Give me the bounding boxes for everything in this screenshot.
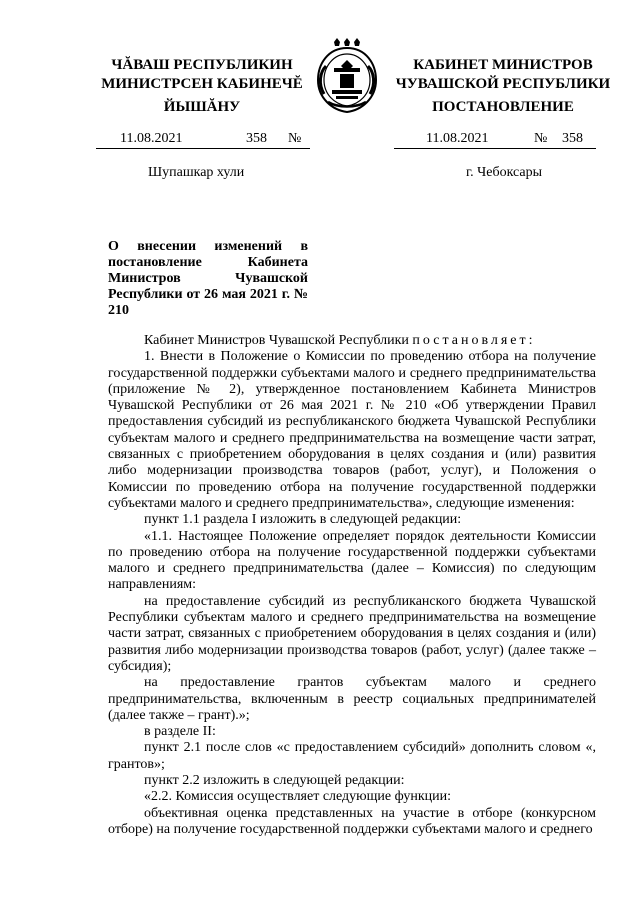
city-left: Шупашкар хули: [148, 165, 245, 180]
body-paragraph: объективная оценка представленных на участие в отборе (конкурсном отборе) на получение государственной поддержки субъектами малого и среднего: [108, 805, 596, 837]
city-right: г. Чебоксары: [466, 165, 543, 180]
body-paragraph: 1. Внести в Положение о Комиссии по проведению отбора на получение государственной поддержки субъектами малого и среднего предпринимательства (приложение № 2), утвержденное постановлением Кабинета Министров Чувашской Республики от 26 мая 2021 г. № 210 «Об утверждении Правил предоставления субсидий из республиканского бюджета Чувашской Республики субъектам малого и среднего предпринимательства на возмещение части затрат, связанных с приобретением оборудования в целях создания и (или) развития либо модернизации производства товаров (работ, услуг), и Положения о Комиссии по проведению отбора на получение государственной поддержки субъектами малого и среднего предпринимательства», следующие изменения:: [108, 349, 596, 511]
body-paragraph: на предоставление грантов субъектам малого и среднего предпринимательства, включенным в реестр социальных предпринимателей (далее также – грант).»;: [108, 675, 596, 723]
number-right: 358: [562, 131, 583, 146]
number-sign-right: №: [534, 131, 548, 146]
date-left: 11.08.2021: [120, 131, 183, 146]
intro-prefix: Кабинет Министров Чувашской Республики: [144, 333, 409, 348]
doc-kind-left: ЙЫШĂНУ: [163, 99, 241, 115]
body-paragraph: в разделе II:: [144, 724, 216, 740]
intro-resolves: постановляет:: [412, 333, 536, 348]
date-line-left: [96, 131, 310, 149]
number-sign-left: №: [288, 131, 302, 146]
body-paragraph: пункт 2.1 после слов «с предоставлением субсидий» дополнить словом «, грантов»;: [108, 740, 596, 772]
date-right: 11.08.2021: [426, 131, 489, 146]
intro-paragraph: [108, 333, 596, 349]
body-paragraph: пункт 1.1 раздела I изложить в следующей редакции:: [144, 512, 462, 528]
body-paragraph: на предоставление субсидий из республиканского бюджета Чувашской Республики субъектам малого и среднего предпринимательства на возмещение части затрат, связанных с приобретением оборудования в целях создания и (или) развития либо модернизации производства товаров (работ, услуг) (далее также – субсидия);: [108, 593, 596, 674]
number-left: 358: [246, 131, 267, 146]
document-title: О внесении изменений в постановление Кабинета Министров Чувашской Республики от 26 мая 2021 г. № 210: [108, 239, 308, 318]
emblem-icon: [310, 36, 384, 114]
header-left-line1: ЧĂВАШ РЕСПУБЛИКИН: [111, 57, 293, 73]
body-paragraph: «1.1. Настоящее Положение определяет порядок деятельности Комиссии по проведению отбора на получение государственной поддержки субъектами малого и среднего предпринимательства (далее – Комиссия) по следующим направлениям:: [108, 528, 596, 593]
header-right: [384, 56, 622, 94]
body-paragraph: «2.2. Комиссия осуществляет следующие функции:: [144, 789, 452, 805]
date-line-right: [394, 131, 596, 149]
header-right-line1: КАБИНЕТ МИНИСТРОВ: [413, 57, 593, 73]
body-paragraph: пункт 2.2 изложить в следующей редакции:: [144, 773, 405, 789]
document-body: [108, 333, 596, 838]
header-left: [92, 56, 312, 94]
doc-kind-right: ПОСТАНОВЛЕНИЕ: [432, 99, 574, 115]
header-left-line2: МИНИСТРСЕН КАБИНЕЧĔ: [101, 76, 303, 92]
header-right-line2: ЧУВАШСКОЙ РЕСПУБЛИКИ: [395, 76, 611, 92]
